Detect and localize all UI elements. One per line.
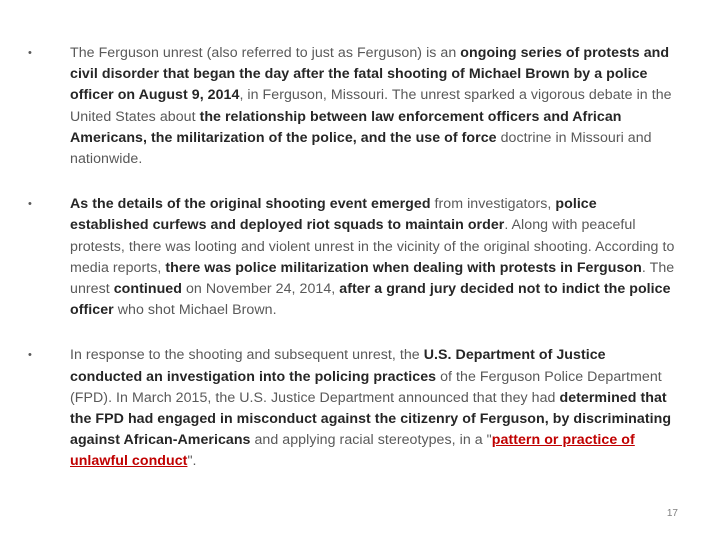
bullet-dot-icon: •: [28, 47, 32, 59]
text-segment: who shot Michael Brown.: [113, 302, 277, 319]
page-number: 17: [666, 508, 678, 519]
text-segment: In response to the shooting and subsequent unrest, the: [70, 347, 424, 364]
emphasized-text: U.S. Department of Justice conducted an investigation into the policing practices: [70, 347, 606, 385]
bullet-item: [28, 345, 678, 472]
bullet-text: [70, 347, 671, 469]
text-segment: , in Ferguson, Missouri. The unrest sparked a vigorous debate in the United States about: [70, 87, 672, 125]
bullet-text: [70, 45, 672, 167]
bullet-item: [28, 43, 678, 170]
bullet-list: [28, 43, 678, 473]
text-segment: from investigators,: [430, 196, 556, 213]
emphasized-text: the relationship between law enforcement officers and African Americans, the militarization of the police, and the use of force: [70, 108, 622, 146]
emphasized-text: police established curfews and deployed riot squads to maintain order: [70, 196, 597, 234]
bullet-dot-icon: •: [28, 349, 32, 362]
bullet-item: [28, 194, 678, 321]
bullet-text: [70, 196, 674, 318]
text-segment: on November 24, 2014,: [181, 281, 340, 298]
emphasized-text: determined that the FPD had engaged in misconduct against the citizenry of Ferguson, by discriminating against African-Americans: [70, 389, 672, 449]
emphasized-text: As the details of the original shooting event emerged: [70, 196, 431, 213]
emphasized-text: ongoing series of protests and civil disorder that began the day after the fatal shooting of Michael Brown by a police officer on August 9, 2014: [70, 45, 670, 104]
text-segment: . The unrest: [70, 259, 675, 298]
text-segment: . Along with peaceful protests, there was looting and violent unrest in the vicinity of the original shooting. According to media reports,: [70, 217, 675, 276]
emphasized-text: after a grand jury decided not to indict the police officer: [70, 281, 671, 319]
text-segment: doctrine in Missouri and nationwide.: [70, 129, 652, 168]
hyperlink[interactable]: pattern or practice of unlawful conduct: [70, 432, 635, 470]
text-segment: of the Ferguson Police Department (FPD). In March 2015, the U.S. Justice Department announced that they had: [70, 368, 662, 406]
text-segment: ".: [187, 453, 197, 470]
emphasized-text: continued: [113, 281, 182, 298]
text-segment: The Ferguson unrest (also referred to just as Ferguson) is an: [70, 45, 461, 61]
emphasized-text: there was police militarization when dealing with protests in Ferguson: [165, 259, 642, 276]
text-segment: and applying racial stereotypes, in a ": [250, 432, 492, 449]
bullet-dot-icon: •: [28, 198, 32, 211]
